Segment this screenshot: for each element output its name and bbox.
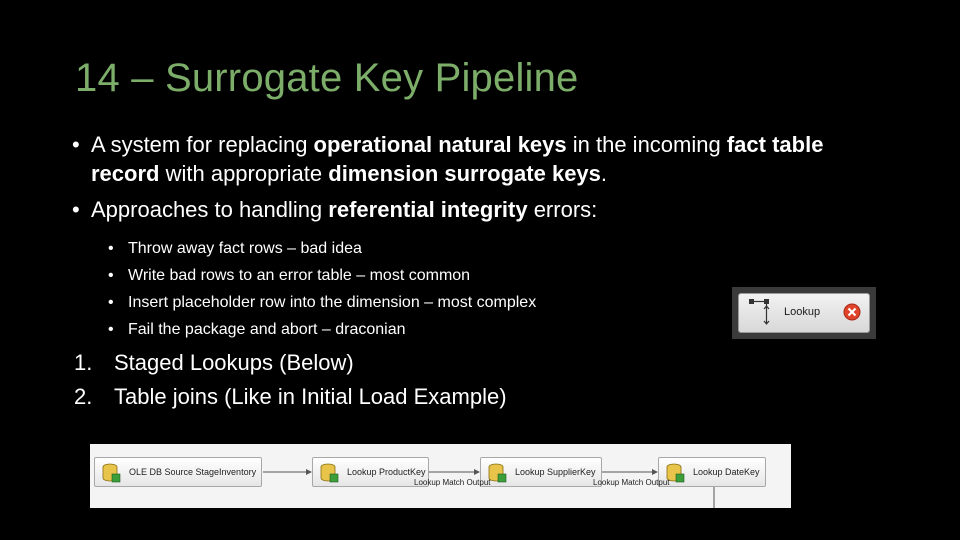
sub-bullet-item: • Insert placeholder row into the dimension – most complex bbox=[108, 289, 536, 316]
numbered-item-2: 2. Table joins (Like in Initial Load Example) bbox=[74, 384, 507, 409]
lookup-component-thumbnail bbox=[732, 287, 876, 339]
bullet-marker: • bbox=[108, 240, 114, 257]
bullet-marker: • bbox=[72, 197, 80, 222]
bullet-marker: • bbox=[72, 132, 80, 157]
lookup-transform-icon bbox=[748, 298, 770, 328]
lookup-icon bbox=[319, 463, 339, 483]
flow-label-match-output-1[interactable]: Lookup Match Output bbox=[414, 478, 491, 487]
bullet-marker: • bbox=[108, 321, 114, 338]
sub-bullet-list bbox=[108, 235, 536, 343]
pipeline-component-source[interactable]: OLE DB Source StageInventory bbox=[94, 457, 262, 487]
sub-bullet-item: • Fail the package and abort – draconian bbox=[108, 316, 536, 343]
pipeline-component-lookup-datekey[interactable]: Lookup DateKey bbox=[658, 457, 766, 487]
bullet-item-2: • Approaches to handling referential integrity errors: bbox=[72, 197, 598, 222]
numbered-item-1: 1. Staged Lookups (Below) bbox=[74, 350, 354, 375]
pipeline-component-lookup-supplierkey[interactable]: Lookup SupplierKey bbox=[480, 457, 602, 487]
main-bullet-list bbox=[72, 130, 852, 231]
lookup-label: Lookup bbox=[784, 306, 821, 318]
error-icon bbox=[843, 303, 861, 321]
pipeline-component-lookup-productkey[interactable]: Lookup ProductKey bbox=[312, 457, 429, 487]
bullet-item-1: • A system for replacing operational natural keys in the incoming fact table record with appropriate dimension surrogate keys. bbox=[72, 132, 824, 186]
data-flow-pipeline bbox=[90, 444, 791, 508]
bullet-marker: • bbox=[108, 294, 114, 311]
ole-db-source-icon bbox=[101, 463, 121, 483]
sub-bullet-item: • Write bad rows to an error table – most common bbox=[108, 262, 536, 289]
lookup-component[interactable] bbox=[738, 293, 870, 333]
numbered-list bbox=[74, 346, 507, 414]
sub-bullet-item: • Throw away fact rows – bad idea bbox=[108, 235, 536, 262]
slide-title: 14 – Surrogate Key Pipeline bbox=[75, 56, 579, 100]
bullet-marker: • bbox=[108, 267, 114, 284]
flow-label-match-output-2[interactable]: Lookup Match Output bbox=[593, 478, 670, 487]
